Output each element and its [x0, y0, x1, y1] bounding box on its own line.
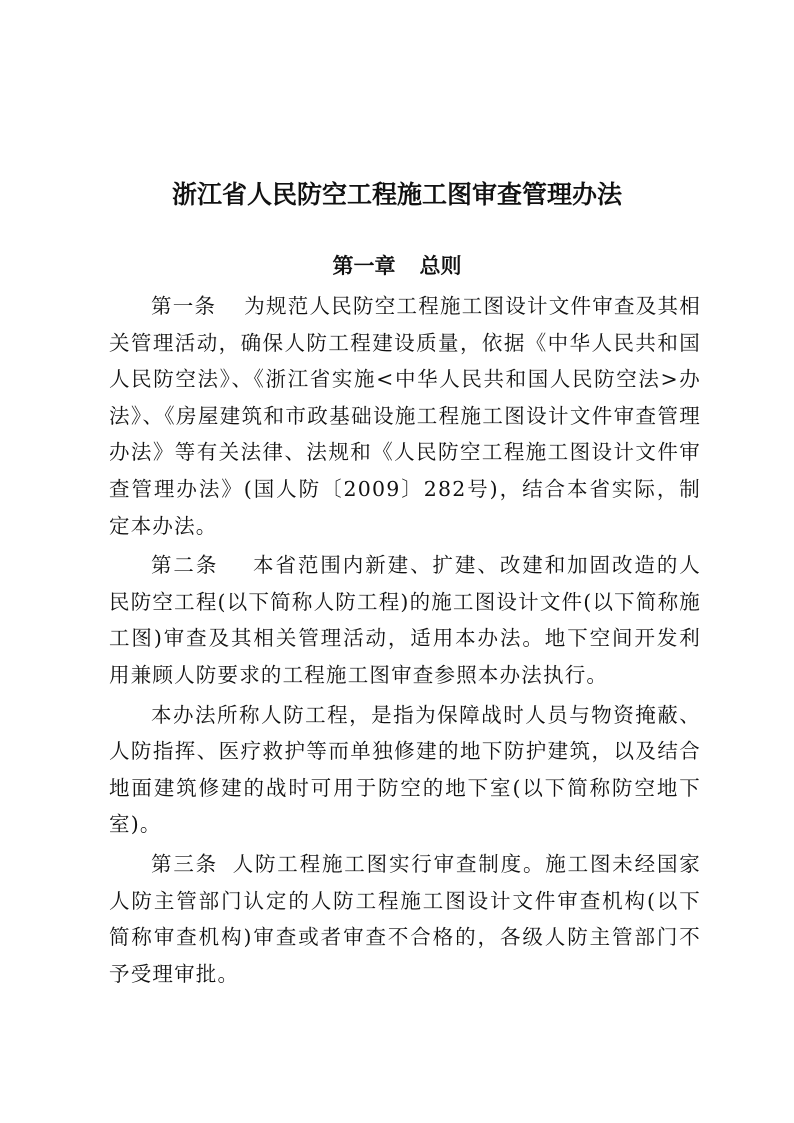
document-body — [109, 288, 701, 995]
paragraph-article-1 — [109, 288, 701, 544]
paragraph-article-2 — [109, 547, 701, 693]
paragraph-definition — [109, 697, 701, 843]
article-number: 第一条 — [151, 294, 217, 318]
article-text: 本省范围内新建、扩建、改建和加固改造的人民防空工程(以下简称人防工程)的施工图设计文件(以下简称施工图)审查及其相关管理活动，适用本办法。地下空间开发利用兼顾人防要求的工程施工图审查参照本办法执行。 — [109, 553, 701, 687]
document-title: 浙江省人民防空工程施工图审查管理办法 — [171, 180, 622, 209]
article-text: 人防工程施工图实行审查制度。施工图未经国家人防主管部门认定的人防工程施工图设计文件审查机构(以下简称审查机构)审查或者审查不合格的，各级人防主管部门不予受理审批。 — [109, 851, 701, 986]
article-text: 为规范人民防空工程施工图设计文件审查及其相关管理活动，确保人防工程建设质量，依据《中华人民共和国人民防空法》、《浙江省实施<中华人民共和国人民防空法>办法》、《房屋建筑和市政基础设施工程施工图设计文件审查管理办法》等有关法律、法规和《人民防空工程施工图设计文件审查管理办法》(国人防〔2009〕282号)，结合本省实际，制定本办法。 — [109, 294, 701, 538]
chapter-heading — [0, 250, 794, 282]
article-number: 第三条 — [151, 851, 218, 876]
article-number: 第二条 — [151, 553, 219, 578]
paragraph-article-3 — [109, 846, 701, 992]
chapter-number: 第一章 — [332, 254, 396, 278]
chapter-name: 总则 — [419, 254, 462, 278]
paragraph-text: 本办法所称人防工程，是指为保障战时人员与物资掩蔽、人防指挥、医疗救护等而单独修建的地下防护建筑，以及结合地面建筑修建的战时可用于防空的地下室(以下简称防空地下室)。 — [109, 702, 701, 837]
